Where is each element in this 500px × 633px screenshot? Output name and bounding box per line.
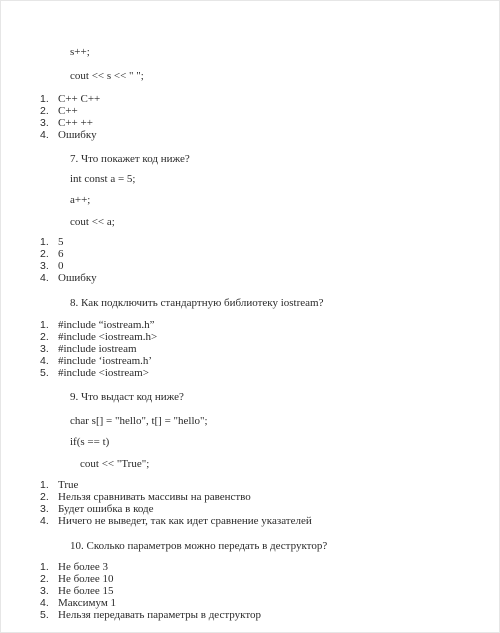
answer-list [40, 561, 261, 621]
list-item: 2. #include <iostream.h> [40, 331, 158, 343]
list-item: 5. Нельзя передавать параметры в деструктор [40, 609, 262, 621]
code-line: cout << "True"; [80, 458, 150, 470]
code-line: s++; [70, 46, 90, 58]
list-item: 1. #include “iostream.h” [40, 319, 155, 331]
list-item: 4. Ошибку [40, 272, 97, 284]
list-item: 4. #include ‘iostream.h’ [40, 355, 153, 367]
list-item: 1. Не более 3 [40, 561, 109, 573]
list-item: 1. 5 [40, 236, 64, 248]
code-line: if(s == t) [70, 436, 110, 448]
question-9: 9. Что выдаст код ниже? [70, 391, 184, 403]
list-item: 3. 0 [40, 260, 64, 272]
question-10: 10. Сколько параметров можно передать в деструктор? [70, 540, 328, 552]
code-line: a++; [70, 194, 91, 206]
list-item: 1. True [40, 479, 79, 491]
answer-list [40, 479, 312, 527]
list-item: 1. C++ C++ [40, 93, 101, 105]
list-item: 2. C++ [40, 105, 78, 117]
question-7: 7. Что покажет код ниже? [70, 153, 190, 165]
code-line: cout << s << " "; [70, 70, 144, 82]
answer-list [40, 236, 97, 284]
list-item: 4. Максимум 1 [40, 597, 117, 609]
answer-list [40, 93, 100, 141]
list-item: 5. #include <iostream> [40, 367, 149, 379]
code-line: char s[] = "hello", t[] = "hello"; [70, 415, 208, 427]
list-item: 3. Не более 15 [40, 585, 114, 597]
list-item: 2. Нельзя сравнивать массивы на равенство [40, 491, 251, 503]
list-item: 3. Будет ошибка в коде [40, 503, 154, 515]
list-item: 2. 6 [40, 248, 64, 260]
list-item: 2. Не более 10 [40, 573, 114, 585]
code-line: cout << a; [70, 216, 115, 228]
code-line: int const a = 5; [70, 173, 136, 185]
list-item: 4. Ничего не выведет, так как идет сравнение указателей [40, 515, 312, 527]
list-item: 3. #include iostream [40, 343, 137, 355]
question-8: 8. Как подключить стандартную библиотеку iostream? [70, 297, 324, 309]
answer-list [40, 319, 157, 379]
list-item: 3. C++ ++ [40, 117, 93, 129]
list-item: 4. Ошибку [40, 129, 97, 141]
